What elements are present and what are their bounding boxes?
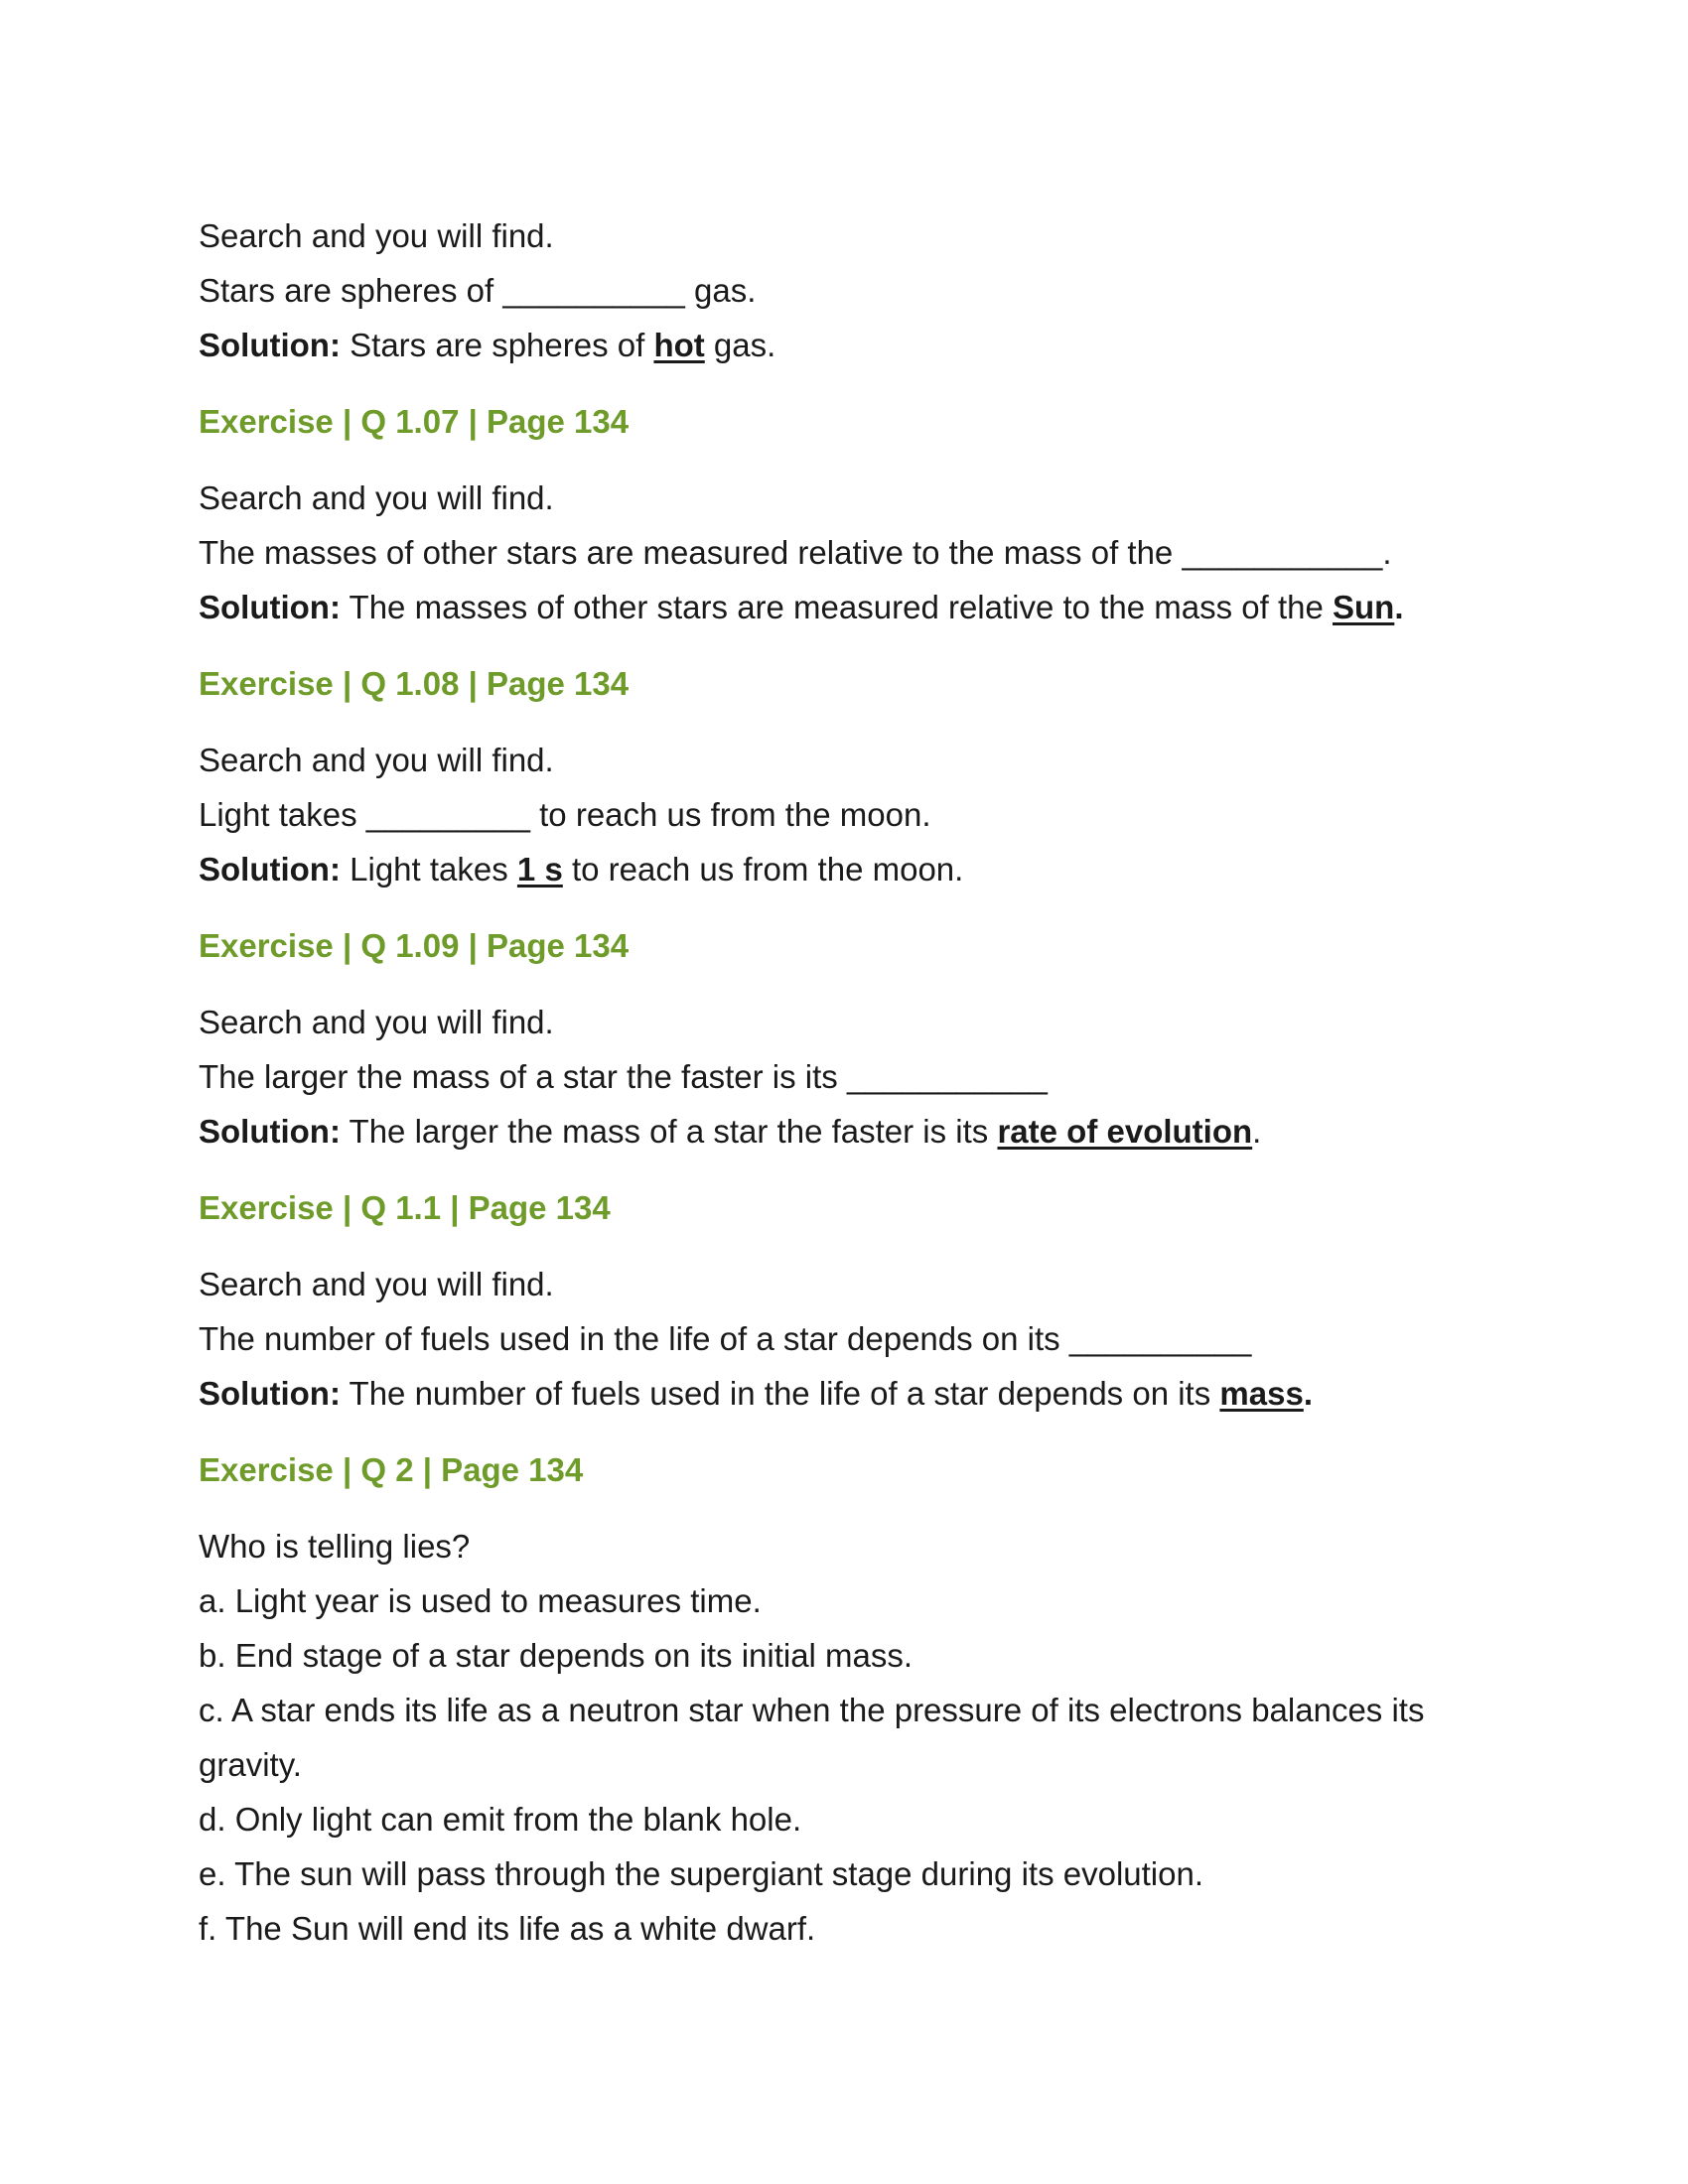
- answer-blank: __________: [1068, 1320, 1252, 1357]
- solution-text: [199, 842, 1509, 896]
- prompt-text: Search and you will find.: [199, 1004, 554, 1040]
- solution-pre: Stars are spheres of: [340, 327, 654, 363]
- solution-answer: rate of evolution: [997, 1113, 1253, 1150]
- question-pre: The masses of other stars are measured relative to the mass of the: [199, 534, 1183, 571]
- solution-post: .: [1252, 1113, 1262, 1150]
- solution-pre: The number of fuels used in the life of a star depends on its: [340, 1375, 1220, 1412]
- exercise-heading: Exercise | Q 1.07 | Page 134: [199, 403, 630, 440]
- answer-blank: ___________: [846, 1058, 1048, 1095]
- question-text: [199, 525, 1509, 580]
- list-item: e. The sun will pass through the supergiant stage during its evolution.: [199, 1855, 1204, 1892]
- solution-answer: 1 s: [516, 851, 563, 887]
- exercise-heading: Exercise | Q 1.09 | Page 134: [199, 927, 630, 964]
- prompt-text: Search and you will find.: [199, 742, 554, 778]
- solution-post: gas.: [704, 327, 776, 363]
- solution-label: Solution:: [199, 851, 341, 887]
- answer-blank: ___________: [1182, 534, 1383, 571]
- solution-text: [199, 1104, 1509, 1159]
- exercise-heading: Exercise | Q 1.08 | Page 134: [199, 665, 630, 702]
- solution-post: to reach us from the moon.: [562, 851, 964, 887]
- solution-answer: hot: [653, 327, 705, 363]
- solution-answer: Sun: [1333, 589, 1395, 625]
- solution-pre: Light takes: [340, 851, 517, 887]
- question-pre: The number of fuels used in the life of a star depends on its: [199, 1320, 1069, 1357]
- solution-label: Solution:: [199, 1113, 341, 1150]
- solution-text: [199, 580, 1509, 634]
- solution-label: Solution:: [199, 1375, 341, 1412]
- question-text: [199, 263, 1509, 318]
- question-post: to reach us from the moon.: [529, 796, 931, 833]
- exercise-heading: Exercise | Q 1.1 | Page 134: [199, 1189, 611, 1226]
- question-pre: Light takes: [199, 796, 366, 833]
- prompt-text: Search and you will find.: [199, 217, 554, 254]
- solution-label: Solution:: [199, 589, 341, 625]
- solution-pre: The masses of other stars are measured relative to the mass of the: [340, 589, 1333, 625]
- solution-answer: mass: [1219, 1375, 1304, 1412]
- solution-text: [199, 318, 1509, 372]
- question-pre: Stars are spheres of: [199, 272, 503, 309]
- question-text: [199, 1049, 1509, 1104]
- solution-post: .: [1394, 589, 1404, 625]
- answer-blank: __________: [502, 272, 685, 309]
- question-pre: The larger the mass of a star the faster is its: [199, 1058, 847, 1095]
- solution-post: .: [1303, 1375, 1313, 1412]
- list-item: d. Only light can emit from the blank hole.: [199, 1801, 802, 1838]
- question-post: .: [1382, 534, 1392, 571]
- list-item: f. The Sun will end its life as a white dwarf.: [199, 1910, 816, 1947]
- solution-pre: The larger the mass of a star the faster is its: [340, 1113, 998, 1150]
- prompt-text: Search and you will find.: [199, 479, 554, 516]
- list-item: b. End stage of a star depends on its initial mass.: [199, 1637, 914, 1674]
- prompt-text: Search and you will find.: [199, 1266, 554, 1302]
- list-item: a. Light year is used to measures time.: [199, 1582, 762, 1619]
- exercise-heading: Exercise | Q 2 | Page 134: [199, 1451, 584, 1488]
- solution-text: [199, 1366, 1509, 1421]
- document-page: [199, 208, 1509, 1956]
- solution-label: Solution:: [199, 327, 341, 363]
- question-text: [199, 787, 1509, 842]
- list-item: c. A star ends its life as a neutron star when the pressure of its electrons balances its gravity.: [199, 1692, 1425, 1783]
- answer-blank: _________: [365, 796, 530, 833]
- prompt-text: Who is telling lies?: [199, 1528, 471, 1565]
- question-text: [199, 1311, 1509, 1366]
- question-post: gas.: [684, 272, 757, 309]
